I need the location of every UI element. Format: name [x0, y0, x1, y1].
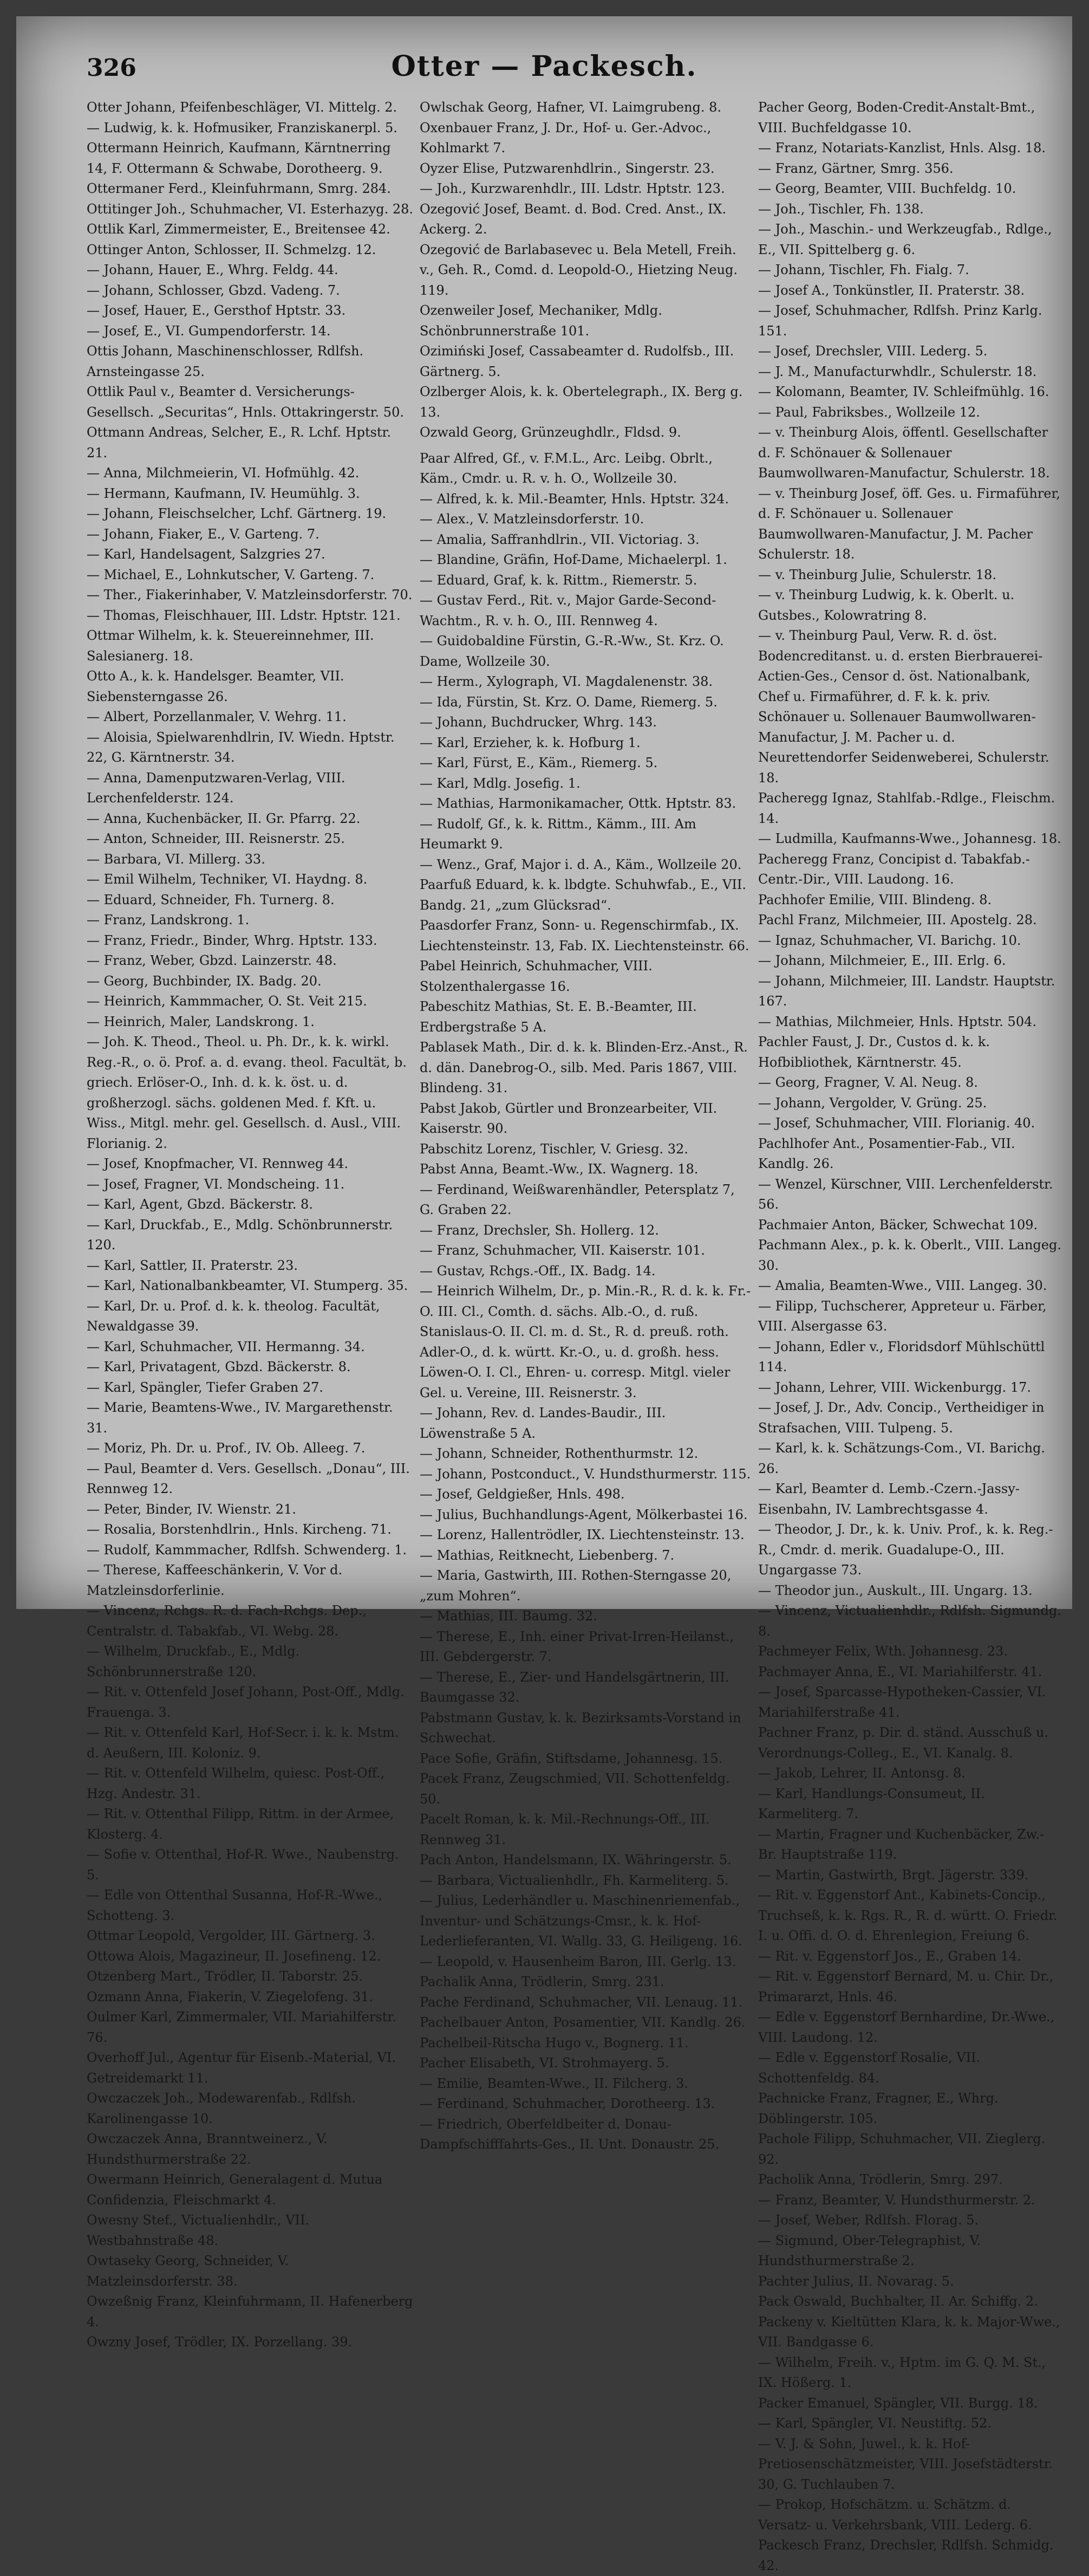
directory-entry: — Johann, Hauer, E., Whrg. Feldg. 44.	[87, 262, 338, 277]
directory-entry: — Johann, Schlosser, Gbzd. Vadeng. 7.	[87, 282, 340, 298]
directory-entry: Ottitinger Joh., Schuhmacher, VI. Esterhazyg. 28.	[87, 201, 413, 217]
middle-top-entries	[420, 98, 753, 443]
directory-entry: Pacher Elisabeth, VI. Strohmayerg. 5.	[420, 2055, 669, 2071]
directory-entry: — Josef, Knopfmacher, VI. Rennweg 44.	[87, 1156, 349, 1171]
directory-entry: — Georg, Fragner, V. Al. Neug. 8.	[758, 1075, 978, 1090]
directory-entry: Pacelt Roman, k. k. Mil.-Rechnungs-Off., III. Rennweg 31.	[420, 1812, 710, 1847]
directory-entry: — Ida, Fürstin, St. Krz. O. Dame, Riemerg. 5.	[420, 694, 718, 710]
directory-entry: — Emil Wilhelm, Techniker, VI. Haydng. 8.	[87, 872, 368, 887]
directory-entry: Paarfuß Eduard, k. k. lbdgte. Schuhwfab., E., VII. Bandg. 21, „zum Glücksrad“.	[420, 877, 746, 913]
directory-entry: — Vincenz, Rchgs. R. d. Fach-Rchgs. Dep., Centralstr. d. Tabakfab., VI. Webg. 28.	[87, 1603, 367, 1639]
directory-entry: — Rit. v. Ottenthal Filipp, Rittm. in der Armee, Klosterg. 4.	[87, 1806, 394, 1842]
directory-entry: Overhoff Jul., Agentur für Eisenb.-Material, VI. Getreidemarkt 11.	[87, 2050, 396, 2086]
directory-entry: Ottmar Wilhelm, k. k. Steuereinnehmer, III. Salesianerg. 18.	[87, 628, 374, 664]
directory-entry: — Rit. v. Eggenstorf Jos., E., Graben 14.	[758, 1948, 1021, 1964]
directory-entry: Ottlik Karl, Zimmermeister, E., Breitensee 42.	[87, 222, 390, 237]
directory-entry: Ozegović de Barlabasevec u. Bela Metell, Freih. v., Geh. R., Comd. d. Leopold-O., Hietzing Neug. 119.	[420, 242, 738, 298]
directory-entry: — Prokop, Hofschätzm. u. Schätzm. d. Versatz- u. Verkehrsbank, VIII. Lederg. 6.	[758, 2497, 1032, 2533]
directory-entry: — Ignaz, Schuhmacher, VI. Barichg. 10.	[758, 932, 1021, 948]
directory-entry: — Rit. v. Ottenfeld Karl, Hof-Secr. i. k. k. Mstm. d. Aeußern, III. Koloniz. 9.	[87, 1725, 399, 1761]
directory-entry: — Karl, Fürst, E., Käm., Riemerg. 5.	[420, 755, 658, 770]
directory-entry: — Leopold, v. Hausenheim Baron, III. Gerlg. 13.	[420, 1954, 736, 1969]
directory-entry: — Martin, Gastwirth, Brgt. Jägerstr. 339.	[758, 1867, 1029, 1883]
directory-entry: Ozenweiler Josef, Mechaniker, Mdlg. Schönbrunnerstraße 101.	[420, 303, 662, 339]
directory-entry: Ottermann Heinrich, Kaufmann, Kärntnerring 14, F. Ottermann & Schwabe, Dorotheerg. 9.	[87, 140, 391, 176]
directory-entry: — Ludwig, k. k. Hofmusiker, Franziskanerpl. 5.	[87, 120, 397, 135]
directory-entry: — Johann, Fleischselcher, Lchf. Gärtnerg. 19.	[87, 506, 387, 521]
directory-entry: — Herm., Xylograph, VI. Magdalenenstr. 38.	[420, 674, 713, 689]
directory-entry: Pache Ferdinand, Schuhmacher, VII. Lenaug. 11.	[420, 1994, 743, 2010]
directory-entry: Pace Sofie, Gräfin, Stiftsdame, Johannesg. 15.	[420, 1750, 723, 1766]
directory-entry: — Mathias, Reitknecht, Liebenberg. 7.	[420, 1547, 675, 1563]
directory-entry: — Eduard, Graf, k. k. Rittm., Riemerstr. 5.	[420, 572, 697, 588]
directory-entry: Pachelbauer Anton, Posamentier, VII. Kandlg. 26.	[420, 2015, 746, 2030]
directory-entry: — Rit. v. Eggenstorf Bernard, M. u. Chir. Dr., Primararzt, Hnls. 46.	[758, 1969, 1054, 2004]
directory-entry: — Rit. v. Ottenfeld Wilhelm, quiesc. Post-Off., Hzg. Andestr. 31.	[87, 1766, 385, 1801]
directory-entry: — Anna, Damenputzwaren-Verlag, VIII. Lerchenfelderstr. 124.	[87, 770, 345, 806]
directory-entry: — Karl, Dr. u. Prof. d. k. k. theolog. Facultät, Newaldgasse 39.	[87, 1298, 380, 1334]
directory-entry: — Johann, Buchdrucker, Whrg. 143.	[420, 715, 657, 730]
directory-entry: — Theodor, J. Dr., k. k. Univ. Prof., k. k. Reg.-R., Cmdr. d. merik. Guadalupe-O., III. Ungargasse 73.	[758, 1522, 1053, 1578]
directory-entry: Pacholik Anna, Trödlerin, Smrg. 297.	[758, 2172, 1003, 2187]
directory-entry: — Karl, Schuhmacher, VII. Hermanng. 34.	[87, 1339, 365, 1354]
directory-entry: Pacek Franz, Zeugschmied, VII. Schottenfeldg. 50.	[420, 1771, 730, 1807]
directory-entry: — Eduard, Schneider, Fh. Turnerg. 8.	[87, 892, 335, 907]
directory-entry: Pack Oswald, Buchhalter, II. Ar. Schiffg. 2.	[758, 2294, 1038, 2309]
directory-entry: — Ferdinand, Weißwarenhändler, Petersplatz 7, G. Graben 22.	[420, 1182, 735, 1217]
directory-entry: Pabstmann Gustav, k. k. Bezirksamts-Vorstand in Schwechat.	[420, 1710, 741, 1746]
directory-entry: — Julius, Buchhandlungs-Agent, Mölkerbastei 16.	[420, 1507, 748, 1522]
directory-entry: — Franz, Schuhmacher, VII. Kaiserstr. 101.	[420, 1243, 705, 1258]
directory-entry: Pachmaier Anton, Bäcker, Schwechat 109.	[758, 1217, 1038, 1232]
directory-entry: — Franz, Weber, Gbzd. Lainzerstr. 48.	[87, 953, 337, 968]
directory-entry: Pachl Franz, Milchmeier, III. Apostelg. 28.	[758, 912, 1037, 927]
directory-entry: — v. Theinburg Paul, Verw. R. d. öst. Bodencreditanst. u. d. ersten Bierbrauerei-Actien-Ges., Censor d. öst. Nationalbank, Chef u. Firmaführer, d. F. k. k. priv. Schönauer u. Sollenauer Baumwollwaren-Manufactur, J. M. Pacher u. d. Neurettendorfer Seidenweberei, Schulerstr. 18.	[758, 628, 1049, 786]
directory-entry: Owermann Heinrich, Generalagent d. Mutua Confidenzia, Fleischmarkt 4.	[87, 2172, 383, 2208]
directory-entry: — Karl, Beamter d. Lemb.-Czern.-Jassy-Eisenbahn, IV. Lambrechtsgasse 4.	[758, 1481, 1020, 1517]
directory-entry: Owzny Josef, Trödler, IX. Porzellang. 39.	[87, 2334, 353, 2350]
directory-entry: — Franz, Drechsler, Sh. Hollerg. 12.	[420, 1222, 659, 1238]
directory-entry: Otzenberg Mart., Trödler, II. Taborstr. 25.	[87, 1969, 363, 1984]
directory-entry: — Filipp, Tuchscherer, Appreteur u. Färber, VIII. Alsergasse 63.	[758, 1298, 1047, 1334]
directory-entry: — V. J. & Sohn, Juwel., k. k. Hof-Pretiosenschätzmeister, VIII. Josefstädterstr. 30, G. Tuchlauben 7.	[758, 2436, 1053, 2492]
directory-entry: — Ferdinand, Schuhmacher, Dorotheerg. 13.	[420, 2096, 715, 2111]
directory-entry: Pachler Faust, J. Dr., Custos d. k. k. Hofbibliothek, Kärntnerstr. 45.	[758, 1034, 990, 1070]
directory-entry: Ozegović Josef, Beamt. d. Bod. Cred. Anst., IX. Ackerg. 2.	[420, 201, 727, 237]
directory-entry: Pachter Julius, II. Novarag. 5.	[758, 2273, 954, 2289]
directory-entry: Ottmar Leopold, Vergolder, III. Gärtnerg. 3.	[87, 1928, 375, 1943]
directory-entry: Ozwald Georg, Grünzeughdlr., Fldsd. 9.	[420, 425, 681, 440]
directory-entry: — Rosalia, Borstenhdlrin., Hnls. Kircheng. 71.	[87, 1522, 392, 1537]
directory-entry: Otter Johann, Pfeifenbeschläger, VI. Mittelg. 2.	[87, 100, 397, 115]
directory-entry: — Edle v. Eggenstorf Rosalie, VII. Schottenfeldg. 84.	[758, 2050, 981, 2086]
directory-entry: — Franz, Friedr., Binder, Whrg. Hptstr. 133.	[87, 932, 377, 948]
directory-entry: — Jakob, Lehrer, II. Antonsg. 8.	[758, 1766, 966, 1781]
directory-entry: — Josef, Weber, Rdlfsh. Florag. 5.	[758, 2212, 979, 2228]
directory-entry: Ottinger Anton, Schlosser, II. Schmelzg. 12.	[87, 242, 376, 257]
directory-entry: — Georg, Beamter, VIII. Buchfeldg. 10.	[758, 181, 1016, 196]
directory-entry: Owlschak Georg, Hafner, VI. Laimgrubeng. 8.	[420, 100, 721, 115]
directory-entry: Ottowa Alois, Magazineur, II. Josefineng. 12.	[87, 1948, 381, 1964]
directory-entry: Pabeschitz Mathias, St. E. B.-Beamter, III. Erdbergstraße 5 A.	[420, 999, 697, 1035]
directory-entry: — Rit. v. Eggenstorf Ant., Kabinets-Concip., Truchseß, k. k. Rgs. R., R. d. württ. O. Friedr. I. u. Offi. d. O. d. Ehrenlegion, Freiung 6.	[758, 1887, 1058, 1943]
directory-entry: — Anton, Schneider, III. Reisnerstr. 25.	[87, 831, 345, 846]
directory-entry: Packer Emanuel, Spängler, VII. Burgg. 18.	[758, 2395, 1038, 2411]
directory-entry: Ottis Johann, Maschinenschlosser, Rdlfsh. Arnsteingasse 25.	[87, 343, 364, 379]
directory-entry: — Karl, Spängler, VI. Neustiftg. 52.	[758, 2416, 992, 2431]
directory-entry: — Amalia, Beamten-Wwe., VIII. Langeg. 30.	[758, 1278, 1047, 1293]
directory-entry: Pabst Jakob, Gürtler und Bronzearbeiter, VII. Kaiserstr. 90.	[420, 1100, 718, 1136]
directory-entry: Pachlhofer Ant., Posamentier-Fab., VII. Kandlg. 26.	[758, 1135, 1015, 1171]
directory-entry: — Josef, Schuhmacher, VIII. Florianig. 40.	[758, 1115, 1035, 1131]
directory-entry: — Marie, Beamtens-Wwe., IV. Margarethenstr. 31.	[87, 1400, 393, 1436]
directory-entry: — Friedrich, Oberfeldbeiter d. Donau-Dampfschifffahrts-Ges., II. Unt. Donaustr. 25.	[420, 2116, 720, 2152]
directory-entry: — Guidobaldine Fürstin, G.-R.-Ww., St. Krz. O. Dame, Wollzeile 30.	[420, 633, 724, 669]
directory-entry: Owczaczek Anna, Branntweinerz., V. Hundsthurmerstraße 22.	[87, 2131, 328, 2167]
directory-entry: — Franz, Gärtner, Smrg. 356.	[758, 160, 954, 176]
directory-entry: — Johann, Vergolder, V. Grüng. 25.	[758, 1095, 987, 1111]
directory-entry: — Johann, Fiaker, E., V. Garteng. 7.	[87, 526, 319, 542]
directory-entry: — Josef, Geldgießer, Hnls. 498.	[420, 1487, 625, 1502]
directory-entry: — Johann, Lehrer, VIII. Wickenburgg. 17.	[758, 1379, 1032, 1395]
column-middle	[420, 98, 753, 2155]
column-right	[758, 98, 1061, 2576]
directory-entry: — Theodor jun., Auskult., III. Ungarg. 13.	[758, 1582, 1033, 1598]
directory-entry: Pabel Heinrich, Schuhmacher, VIII. Stolzenthalergasse 16.	[420, 958, 653, 994]
directory-entry: Otto A., k. k. Handelsger. Beamter, VII. Siebensterngasse 26.	[87, 669, 344, 704]
directory-entry: — v. Theinburg Ludwig, k. k. Oberlt. u. Gutsbes., Kolowratring 8.	[758, 587, 1015, 623]
directory-entry: — Vincenz, Victualienhdlr., Rdlfsh. Sigmundg. 8.	[758, 1603, 1061, 1639]
directory-entry: — Moriz, Ph. Dr. u. Prof., IV. Ob. Alleeg. 7.	[87, 1441, 366, 1456]
directory-entry: — Edle v. Eggenstorf Bernhardine, Dr.-Wwe., VIII. Laudong. 12.	[758, 2009, 1055, 2045]
directory-entry: — Ther., Fiakerinhaber, V. Matzleinsdorferstr. 70.	[87, 587, 413, 602]
directory-entry: Oyzer Elise, Putzwarenhdlrin., Singerstr. 23.	[420, 160, 715, 176]
directory-entry: — Wilhelm, Druckfab., E., Mdlg. Schönbrunnerstraße 120.	[87, 1644, 300, 1679]
running-head: Otter — Packesch.	[391, 50, 697, 83]
directory-entry: — Heinrich, Maler, Landskrong. 1.	[87, 1014, 315, 1029]
directory-entry: — Lorenz, Hallentrödler, IX. Liechtensteinstr. 13.	[420, 1527, 745, 1542]
directory-entry: — Thomas, Fleischhauer, III. Ldstr. Hptstr. 121.	[87, 607, 401, 623]
directory-entry: — Johann, Tischler, Fh. Fialg. 7.	[758, 262, 969, 277]
directory-entry: — Martin, Fragner und Kuchenbäcker, Zw.-Br. Hauptstraße 119.	[758, 1826, 1044, 1862]
directory-entry: Pachole Filipp, Schuhmacher, VII. Zieglerg. 92.	[758, 2131, 1046, 2167]
directory-entry: — Joh., Tischler, Fh. 138.	[758, 201, 924, 217]
directory-entry: — Julius, Lederhändler u. Maschinenriemenfab., Inventur- und Schätzungs-Cmsr., k. k. Hof-Lederlieferanten, VI. Wallg. 33, G. Heiligeng. 16.	[420, 1893, 742, 1949]
directory-entry: Pachhofer Emilie, VIII. Blindeng. 8.	[758, 892, 992, 907]
directory-entry: Pabst Anna, Beamt.-Ww., IX. Wagnerg. 18.	[420, 1162, 699, 1177]
directory-entry: — Karl, Handlungs-Consumeut, II. Karmeliterg. 7.	[758, 1786, 985, 1821]
directory-entry: — Anna, Milchmeierin, VI. Hofmühlg. 42.	[87, 465, 360, 481]
directory-entry: — Mathias, III. Baumg. 32.	[420, 1608, 597, 1624]
directory-entry: — Josef, Schuhmacher, Rdlfsh. Prinz Karlg. 151.	[758, 303, 1042, 339]
directory-entry: — Johann, Rev. d. Landes-Baudir., III. Löwenstraße 5 A.	[420, 1405, 666, 1441]
directory-entry: — v. Theinburg Josef, öff. Ges. u. Firmaführer, d. F. Schönauer u. Sollenauer Baumwollwaren-Manufactur, J. M. Pacher Schulerstr. 18.	[758, 485, 1060, 562]
directory-entry: — Kolomann, Beamter, IV. Schleifmühlg. 16.	[758, 384, 1049, 399]
directory-entry: Owtaseky Georg, Schneider, V. Matzleinsdorferstr. 38.	[87, 2253, 289, 2289]
directory-entry: — Joh., Maschin.- und Werkzeugfab., Rdlge., E., VII. Spittelberg g. 6.	[758, 222, 1052, 257]
directory-entry: — v. Theinburg Alois, öffentl. Gesellschafter d. F. Schönauer & Sollenauer Baumwollwaren-Manufactur, Schulerstr. 18.	[758, 425, 1050, 481]
directory-entry: — Paul, Fabriksbes., Wollzeile 12.	[758, 404, 980, 420]
directory-entry: Pachner Franz, p. Dir. d. ständ. Ausschuß u. Verordnungs-Colleg., E., VI. Kanalg. 8.	[758, 1725, 1048, 1761]
directory-entry: — Josef, J. Dr., Adv. Concip., Vertheidiger in Strafsachen, VIII. Tulpeng. 5.	[758, 1400, 1045, 1436]
directory-entry: — Barbara, Victualienhdlr., Fh. Karmeliterg. 5.	[420, 1872, 729, 1888]
directory-entry: — Josef, Fragner, VI. Mondscheing. 11.	[87, 1176, 345, 1192]
directory-entry: Paasdorfer Franz, Sonn- u. Regenschirmfab., IX. Liechtensteinstr. 13, Fab. IX. Liechtensteinstr. 66.	[420, 918, 749, 953]
directory-entry: — Joh., Kurzwarenhdlr., III. Ldstr. Hptstr. 123.	[420, 181, 725, 196]
directory-entry: — v. Theinburg Julie, Schulerstr. 18.	[758, 567, 996, 582]
directory-entry: Ozlberger Alois, k. k. Obertelegraph., IX. Berg g. 13.	[420, 384, 743, 420]
directory-entry: — Sigmund, Ober-Telegraphist, V. Hundsthurmerstraße 2.	[758, 2233, 981, 2268]
directory-entry: Owesny Stef., Victualienhdlr., VII. Westbahnstraße 48.	[87, 2212, 310, 2248]
directory-entry: — Albert, Porzellanmaler, V. Wehrg. 11.	[87, 709, 347, 724]
directory-entry: Packeny v. Kieltütten Klara, k. k. Major-Wwe., VII. Bandgasse 6.	[758, 2314, 1060, 2350]
directory-entry: — Josef, Sparcasse-Hypotheken-Cassier, VI. Mariahilferstraße 41.	[758, 1684, 1046, 1720]
directory-entry: — Gustav, Rchgs.-Off., IX. Badg. 14.	[420, 1263, 656, 1279]
directory-entry: — Peter, Binder, IV. Wienstr. 21.	[87, 1501, 296, 1517]
directory-entry: — Heinrich, Kammmacher, O. St. Veit 215.	[87, 994, 367, 1009]
directory-entry: — Johann, Milchmeier, E., III. Erlg. 6.	[758, 953, 1006, 968]
directory-entry: — Karl, Spängler, Tiefer Graben 27.	[87, 1379, 324, 1395]
directory-entry: — Johann, Postconduct., V. Hundsthurmerstr. 115.	[420, 1466, 751, 1482]
directory-entry: Pachalik Anna, Trödlerin, Smrg. 231.	[420, 1974, 664, 1989]
directory-entry: — Heinrich Wilhelm, Dr., p. Min.-R., R. d. k. k. Fr.-O. III. Cl., Comth. d. sächs. Alb.-O., d. ruß. Stanislaus-O. II. Cl. m. d. St., R. d. preuß. roth. Adler-O., d. k. württ. Kr.-O., u. d. großh. hess. Löwen-O. I. Cl., Ehren- u. corresp. Mitgl. vieler Gel. u. Vereine, III. Reisnerstr. 3.	[420, 1283, 751, 1400]
directory-entry: — Franz, Beamter, V. Hundsthurmerstr. 2.	[758, 2192, 1035, 2208]
directory-entry: — Barbara, VI. Millerg. 33.	[87, 851, 265, 867]
directory-entry: Pacheregg Franz, Concipist d. Tabakfab.-Centr.-Dir., VIII. Laudong. 16.	[758, 851, 1030, 887]
directory-entry: — Johann, Edler v., Floridsdorf Mühlschüttl 114.	[758, 1339, 1045, 1374]
column-left	[87, 98, 414, 2353]
directory-entry: — Josef A., Tonkünstler, II. Praterstr. 38.	[758, 282, 1025, 298]
directory-entry: — Joh. K. Theod., Theol. u. Ph. Dr., k. k. wirkl. Reg.-R., o. ö. Prof. a. d. evang. theol. Facultät, b. griech. Erlöser-O., Inh. d. k. k. öst. u. d. großherzogl. sächs. goldenen Med. f. Kft. u. Wiss., Mitgl. mehr. gel. Gesellsch. d. Ausl., VIII. Florianig. 2.	[87, 1034, 407, 1151]
directory-entry: — Alex., V. Matzleinsdorferstr. 10.	[420, 511, 644, 527]
directory-entry: — Edle von Ottenthal Susanna, Hof-R.-Wwe., Schotteng. 3.	[87, 1887, 383, 1923]
directory-entry: — Wenz., Graf, Major i. d. A., Käm., Wollzeile 20.	[420, 856, 742, 872]
directory-entry: — Therese, E., Inh. einer Privat-Irren-Heilanst., III. Gebdergerstr. 7.	[420, 1628, 734, 1664]
directory-entry: Pachmayer Anna, E., VI. Mariahilferstr. 41.	[758, 1664, 1042, 1679]
directory-entry: — Hermann, Kaufmann, IV. Heumühlg. 3.	[87, 485, 360, 501]
directory-entry: — Georg, Buchbinder, IX. Badg. 20.	[87, 973, 322, 989]
directory-entry: — Rudolf, Gf., k. k. Rittm., Kämm., III. Am Heumarkt 9.	[420, 816, 696, 852]
directory-entry: Oxenbauer Franz, J. Dr., Hof- u. Ger.-Advoc., Kohlmarkt 7.	[420, 120, 712, 155]
directory-entry: — Aloisia, Spielwarenhdlrin, IV. Wiedn. Hptstr. 22, G. Kärntnerstr. 34.	[87, 729, 395, 765]
directory-entry: — Wenzel, Kürschner, VIII. Lerchenfelderstr. 56.	[758, 1176, 1053, 1212]
directory-entry: — Johann, Schneider, Rothenthurmstr. 12.	[420, 1446, 699, 1461]
directory-entry: Pach Anton, Handelsmann, IX. Währingerstr. 5.	[420, 1852, 732, 1867]
directory-entry: Paar Alfred, Gf., v. F.M.L., Arc. Leibg. Obrlt., Käm., Cmdr. u. R. v. h. O., Wollzeile 30.	[420, 450, 713, 486]
directory-entry: — Wilhelm, Freih. v., Hptm. im G. Q. M. St., IX. Hößerg. 1.	[758, 2354, 1046, 2390]
directory-entry: — Ludmilla, Kaufmanns-Wwe., Johannesg. 18.	[758, 831, 1061, 846]
directory-entry: — Michael, E., Lohnkutscher, V. Garteng. 7.	[87, 567, 375, 582]
directory-entry: — Josef, Drechsler, VIII. Lederg. 5.	[758, 343, 988, 359]
middle-bottom-entries	[420, 449, 753, 2155]
directory-entry: — Amalia, Saffranhdlrin., VII. Victoriag. 3.	[420, 531, 700, 547]
directory-entry: Ottmann Andreas, Selcher, E., R. Lchf. Hptstr. 21.	[87, 425, 392, 460]
directory-entry: — Karl, Privatagent, Gbzd. Bäckerstr. 8.	[87, 1359, 351, 1374]
directory-entry: — Karl, Druckfab., E., Mdlg. Schönbrunnerstr. 120.	[87, 1217, 393, 1253]
directory-entry: — Josef, Hauer, E., Gersthof Hptstr. 33.	[87, 303, 346, 318]
directory-entry: — J. M., Manufacturwhdlr., Schulerstr. 18.	[758, 364, 1037, 379]
directory-entry: — Therese, Kaffeeschänkerin, V. Vor d. Matzleinsdorferlinie.	[87, 1562, 343, 1598]
directory-entry: Oulmer Karl, Zimmermaler, VII. Mariahilferstr. 76.	[87, 2009, 396, 2045]
directory-entry: Pachelbeil-Ritscha Hugo v., Bognerg. 11.	[420, 2035, 689, 2051]
directory-entry: — Karl, Erzieher, k. k. Hofburg 1.	[420, 735, 641, 750]
page-number: 326	[87, 54, 136, 82]
directory-entry: — Karl, Mdlg. Josefig. 1.	[420, 775, 581, 791]
directory-entry: — Therese, E., Zier- und Handelsgärtnerin, III. Baumgasse 32.	[420, 1669, 729, 1705]
directory-entry: — Paul, Beamter d. Vers. Gesellsch. „Donau“, III. Rennweg 12.	[87, 1461, 410, 1496]
directory-entry: Pablasek Math., Dir. d. k. k. Blinden-Erz.-Anst., R. d. dän. Danebrog-O., silb. Med. Paris 1867, VIII. Blindeng. 31.	[420, 1040, 748, 1095]
directory-entry: Packesch Franz, Drechsler, Rdlfsh. Schmidg. 42.	[758, 2538, 1054, 2573]
directory-entry: Pacheregg Ignaz, Stahlfab.-Rdlge., Fleischm. 14.	[758, 790, 1055, 826]
directory-entry: — Franz, Notariats-Kanzlist, Hnls. Alsg. 18.	[758, 140, 1046, 155]
directory-entry: — Franz, Landskrong. 1.	[87, 912, 250, 927]
directory-entry: — Blandine, Gräfin, Hof-Dame, Michaelerpl. 1.	[420, 552, 727, 567]
directory-entry: — Karl, Sattler, II. Praterstr. 23.	[87, 1257, 298, 1273]
directory-entry: — Emilie, Beamten-Wwe., II. Filcherg. 3.	[420, 2075, 689, 2091]
directory-entry: — Gustav Ferd., Rit. v., Major Garde-Second-Wachtm., R. v. h. O., III. Rennweg 4.	[420, 593, 716, 628]
directory-entry: Pacher Georg, Boden-Credit-Anstalt-Bmt., VIII. Buchfeldgasse 10.	[758, 100, 1035, 135]
directory-entry: Ozmann Anna, Fiakerin, V. Ziegelofeng. 31.	[87, 1989, 373, 2004]
directory-entry: Ozimiński Josef, Cassabeamter d. Rudolfsb., III. Gärtnerg. 5.	[420, 343, 734, 379]
directory-entry: Owzeßnig Franz, Kleinfuhrmann, II. Hafenerberg 4.	[87, 2294, 413, 2330]
directory-entry: — Sofie v. Ottenthal, Hof-R. Wwe., Naubenstrg. 5.	[87, 1847, 399, 1883]
directory-entry: Ottlik Paul v., Beamter d. Versicherungs-Gesellsch. „Securitas“, Hnls. Ottakringerstr. 50.	[87, 384, 404, 420]
directory-entry: — Karl, Nationalbankbeamter, VI. Stumperg. 35.	[87, 1278, 408, 1293]
directory-entry: — Mathias, Harmonikamacher, Ottk. Hptstr. 83.	[420, 796, 736, 811]
directory-entry: — Josef, E., VI. Gumpendorferstr. 14.	[87, 323, 331, 339]
directory-entry: Ottermaner Ferd., Kleinfuhrmann, Smrg. 284.	[87, 181, 391, 196]
directory-page	[16, 16, 1072, 2573]
directory-entry: — Karl, Handelsagent, Salzgries 27.	[87, 547, 325, 562]
directory-entry: — Johann, Milchmeier, III. Landstr. Hauptstr. 167.	[758, 973, 1055, 1009]
directory-entry: Pabschitz Lorenz, Tischler, V. Griesg. 32.	[420, 1141, 688, 1157]
directory-entry: Pachmeyer Felix, Wth. Johannesg. 23.	[758, 1644, 1008, 1659]
directory-entry: — Mathias, Milchmeier, Hnls. Hptstr. 504.	[758, 1014, 1036, 1029]
directory-entry: — Karl, k. k. Schätzungs-Com., VI. Barichg. 26.	[758, 1441, 1046, 1476]
directory-entry: Pachmann Alex., p. k. k. Oberlt., VIII. Langeg. 30.	[758, 1237, 1061, 1273]
directory-entry: Pachnicke Franz, Fragner, E., Whrg. Döblingerstr. 105.	[758, 2091, 999, 2126]
directory-entry: — Rit. v. Ottenfeld Josef Johann, Post-Off., Mdlg. Frauenga. 3.	[87, 1684, 405, 1720]
directory-entry: Owczaczek Joh., Modewarenfab., Rdlfsh. Karolinengasse 10.	[87, 2091, 356, 2126]
directory-entry: — Karl, Agent, Gbzd. Bäckerstr. 8.	[87, 1197, 313, 1212]
directory-entry: — Maria, Gastwirth, III. Rothen-Sterngasse 20, „zum Mohren“.	[420, 1568, 732, 1604]
directory-entry: — Anna, Kuchenbäcker, II. Gr. Pfarrg. 22.	[87, 810, 361, 826]
directory-entry: — Alfred, k. k. Mil.-Beamter, Hnls. Hptstr. 324.	[420, 491, 729, 507]
directory-entry: — Rudolf, Kammmacher, Rdlfsh. Schwenderg. 1.	[87, 1542, 407, 1558]
